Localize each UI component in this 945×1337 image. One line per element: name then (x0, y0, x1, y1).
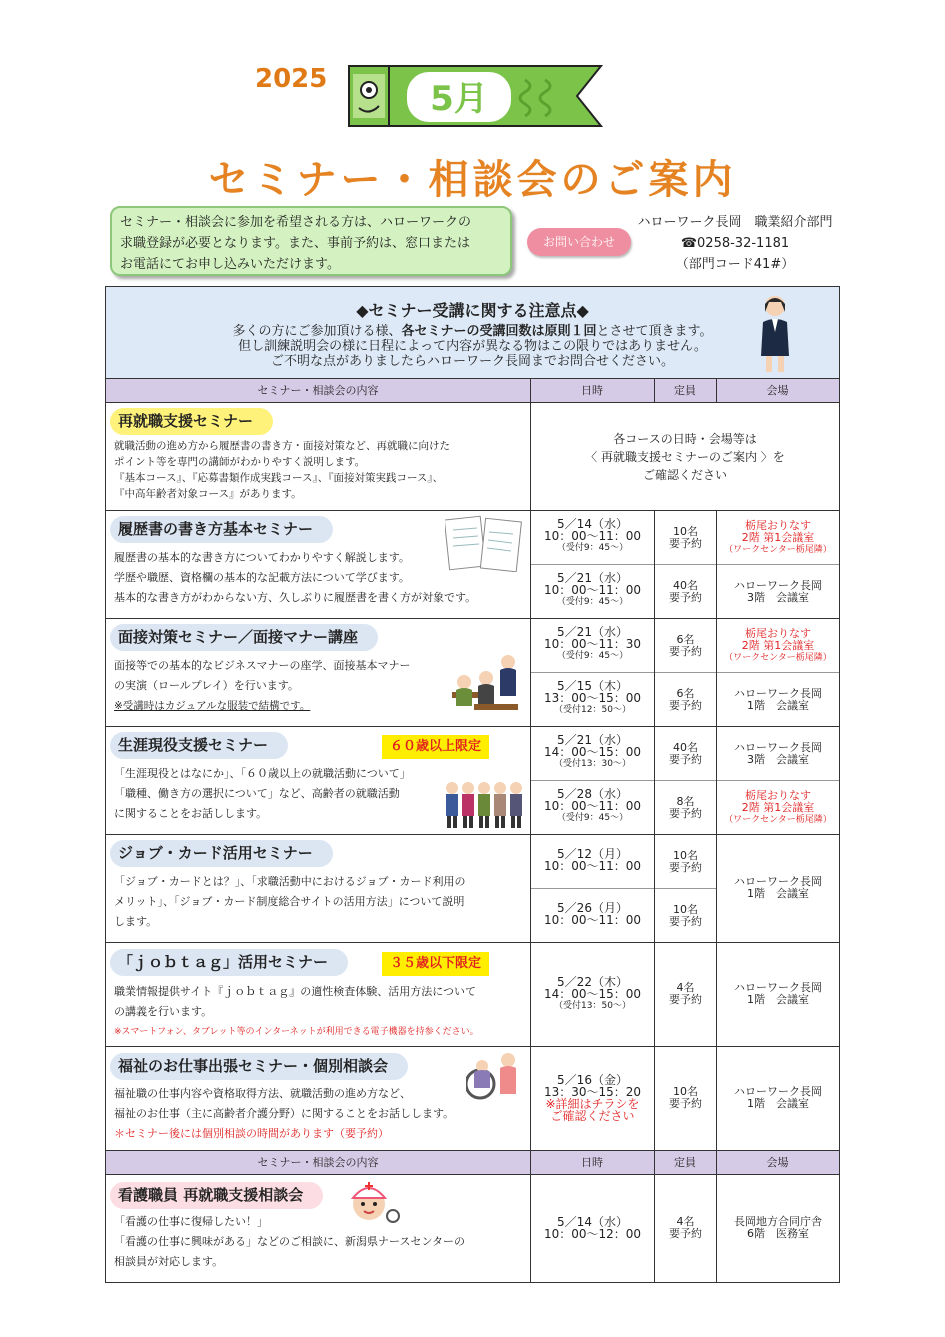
session-date (531, 1216, 654, 1240)
divider (106, 1150, 839, 1151)
venue: ハローワーク長岡 (734, 1085, 822, 1098)
capacity: 4名 (676, 1215, 695, 1228)
date: 5／15（木） (557, 679, 628, 693)
age-limit-badge: ３５歳以下限定 (382, 952, 489, 976)
koinobori-banner (345, 60, 615, 132)
desc-line: 「ジョブ・カードとは？」、「求職活動中におけるジョブ・カード利用の (114, 875, 466, 888)
contact-phone: ☎0258-32-1181 (680, 236, 790, 251)
session-venue (717, 982, 839, 1006)
session-venue (717, 1216, 839, 1240)
time: 10：00～11：30 (543, 637, 642, 651)
reservation: 要予約 (669, 645, 702, 658)
seminar-desc (114, 656, 524, 716)
time: 10：00～11：00 (543, 799, 642, 813)
desc-line: 「看護の仕事に興味がある」などのご相談に、新潟県ナースセンターの (114, 1235, 466, 1248)
month-label: 5月 (430, 79, 488, 119)
time: 13：00～15：00 (543, 691, 642, 705)
desc-line: 福祉職の仕事内容や資格取得方法、就職活動の進め方など、 (114, 1087, 411, 1100)
room: 2階 第1会議室 (741, 639, 815, 652)
staff-woman-icon (755, 292, 795, 374)
capacity: 8名 (676, 795, 695, 808)
seminar-desc (114, 438, 534, 502)
page-title: セミナー・相談会のご案内 (208, 157, 737, 203)
notice-line-2: 但し訓練説明会の様に日程によって内容が異なる物はこの限りではありません。 (238, 339, 707, 354)
intro-line: お電話にてお申し込みいただけます。 (120, 257, 340, 272)
session-capacity (655, 526, 716, 550)
desc-line: 『中高年齢者対象コース』があります。 (114, 488, 302, 500)
divider (106, 510, 839, 511)
divider (716, 378, 717, 403)
header-venue: 会場 (766, 384, 789, 397)
session-date (531, 1074, 654, 1122)
divider (654, 510, 655, 1150)
session-venue (717, 628, 839, 664)
desc-line: の講義を行います。 (114, 1005, 213, 1018)
capacity: 10名 (673, 525, 698, 538)
info-line: ご確認ください (642, 468, 727, 482)
time: 10：00～11：00 (543, 529, 642, 543)
room: 2階 第1会議室 (741, 801, 815, 814)
session-venue (717, 688, 839, 712)
reception: （受付9：45～） (556, 813, 629, 823)
desc-line: 職業情報提供サイト『ｊｏｂｔａｇ』の適性検査体験、活用方法について (114, 985, 477, 998)
reservation: 要予約 (669, 861, 702, 874)
venue: 栃尾おりなす (745, 789, 811, 802)
venue: ハローワーク長岡 (734, 579, 822, 592)
seminar-desc (114, 1084, 524, 1144)
venue: ハローワーク長岡 (734, 981, 822, 994)
divider (530, 780, 839, 781)
reservation: 要予約 (669, 591, 702, 604)
venue-note: （ワークセンター栃尾隣） (724, 653, 832, 663)
header-date: 日時 (581, 384, 603, 397)
reservation: 要予約 (669, 807, 702, 820)
desc-line: 学歴や職歴、資格欄の基本的な記載方法について学びます。 (114, 571, 410, 584)
room: 1階 会議室 (747, 887, 809, 900)
session-venue (717, 876, 839, 900)
capacity: 40名 (673, 579, 698, 592)
desc-line: 相談員が対応します。 (114, 1255, 224, 1268)
time: 10：00～12：00 (543, 1227, 642, 1241)
time: 13：30～15：20 (543, 1085, 642, 1099)
age-limit-badge: ６０歳以上限定 (382, 735, 489, 759)
reservation: 要予約 (669, 993, 702, 1006)
desc-line: 基本的な書き方がわからない方、久しぶりに履歴書を書く方が対象です。 (114, 591, 477, 604)
reservation: 要予約 (669, 915, 702, 928)
seminar-title: 面接対策セミナー／面接マナー講座 (110, 624, 378, 651)
reception: （受付13：50～） (554, 1001, 631, 1011)
desc-line: 履歴書の基本的な書き方についてわかりやすく解説します。 (114, 551, 410, 564)
date: 5／21（水） (557, 733, 628, 747)
date: 5／26（月） (557, 901, 628, 915)
divider (106, 726, 839, 727)
info-line: 各コースの日時・会場等は (613, 432, 757, 446)
reservation: 要予約 (669, 753, 702, 766)
year: 2025 (255, 64, 328, 94)
divider (106, 402, 839, 403)
header-capacity: 定員 (674, 1156, 696, 1169)
session-capacity (655, 742, 716, 766)
capacity: 10名 (673, 1085, 698, 1098)
date: 5／21（水） (557, 571, 628, 585)
capacity: 40名 (673, 741, 698, 754)
room: 2階 第1会議室 (741, 531, 815, 544)
session-venue (717, 790, 839, 826)
session-capacity (655, 1216, 716, 1240)
reception: （受付12：50～） (554, 705, 631, 715)
venue: 栃尾おりなす (745, 627, 811, 640)
desc-line: 福祉のお仕事（主に高齢者介護分野）に関することをお話しします。 (114, 1107, 455, 1120)
room: 1階 会議室 (747, 1097, 809, 1110)
reservation: 要予約 (669, 1227, 702, 1240)
room: 1階 会議室 (747, 699, 809, 712)
divider (106, 378, 839, 379)
session-date (531, 626, 654, 662)
capacity: 10名 (673, 903, 698, 916)
session-date (531, 734, 654, 770)
intro-line: 求職登録が必要となります。また、事前予約は、窓口または (120, 236, 470, 251)
session-date (531, 572, 654, 608)
date: 5／16（金） (557, 1073, 628, 1087)
divider (530, 888, 716, 889)
seminar-desc (114, 548, 524, 608)
session-date (531, 848, 654, 872)
divider (106, 834, 839, 835)
notice-line-3: ご不明な点がありましたらハローワーク長岡までお問合せください。 (270, 354, 674, 369)
notice-title: ◆セミナー受講に関する注意点◆ (356, 301, 589, 320)
notice-text: 多くの方にご参加頂ける様、 (232, 324, 402, 339)
session-date (531, 976, 654, 1012)
seminar-desc (114, 764, 524, 824)
date-note: ご確認ください (550, 1109, 635, 1123)
capacity: 6名 (676, 633, 695, 646)
divider (106, 1046, 839, 1047)
venue: ハローワーク長岡 (734, 875, 822, 888)
seminar-desc (114, 1212, 524, 1272)
room: 3階 会議室 (747, 591, 809, 604)
session-capacity (655, 634, 716, 658)
venue: ハローワーク長岡 (734, 687, 822, 700)
session-capacity (655, 982, 716, 1006)
seminar-info (531, 430, 839, 484)
session-capacity (655, 850, 716, 874)
time: 14：00～15：00 (543, 745, 642, 759)
desc-line: に関することをお話しします。 (114, 807, 268, 820)
divider (106, 942, 839, 943)
session-capacity (655, 1086, 716, 1110)
seminar-title: 看護職員 再就職支援相談会 (110, 1182, 323, 1209)
venue: 長岡地方合同庁舎 (734, 1215, 822, 1228)
session-date (531, 680, 654, 716)
session-date (531, 518, 654, 554)
contact-office: ハローワーク長岡 職業紹介部門 (637, 215, 833, 230)
room: 3階 会議室 (747, 753, 809, 766)
desc-note: ※スマートフォン、タブレット等のインターネットが利用できる電子機器を持参ください。 (114, 1027, 479, 1037)
time: 14：00～15：00 (543, 987, 642, 1001)
desc-line: メリット」、「ジョブ・カード制度総合サイトの活用方法」について説明 (114, 895, 465, 908)
seminar-title: 履歴書の書き方基本セミナー (110, 516, 333, 543)
date: 5／14（水） (557, 517, 628, 531)
session-date (531, 902, 654, 926)
contact-button[interactable]: お問い合わせ (527, 228, 631, 256)
divider (716, 510, 717, 1150)
seminar-title: ジョブ・カード活用セミナー (110, 840, 333, 867)
contact-code: （部門コード41#） (675, 257, 795, 272)
reservation: 要予約 (669, 699, 702, 712)
time: 10：00～11：00 (543, 913, 642, 927)
date-note: ※詳細はチラシを (545, 1097, 640, 1111)
divider (106, 1174, 839, 1175)
divider (106, 618, 839, 619)
header-venue: 会場 (766, 1156, 789, 1169)
time: 10：00～11：00 (543, 859, 642, 873)
divider (654, 378, 655, 403)
session-venue (717, 1086, 839, 1110)
header-date: 日時 (581, 1156, 603, 1169)
header-content: セミナー・相談会の内容 (257, 1156, 379, 1169)
room: 1階 会議室 (747, 993, 809, 1006)
reception: （受付13：30～） (554, 759, 631, 769)
notice-text: とさせて頂きます。 (596, 324, 713, 339)
seminar-title: 「ｊｏｂｔａｇ」活用セミナー (110, 949, 348, 976)
venue: ハローワーク長岡 (734, 741, 822, 754)
desc-line: 面接等での基本的なビジネスマナーの座学、面接基本マナー (114, 659, 411, 672)
session-date (531, 788, 654, 824)
reception: （受付9：45～） (556, 543, 629, 553)
session-capacity (655, 904, 716, 928)
intro-box (110, 206, 512, 276)
seminar-title: 福祉のお仕事出張セミナー・個別相談会 (110, 1053, 408, 1080)
desc-note: ＊セミナー後には個別相談の時間があります（要予約） (114, 1127, 389, 1140)
session-capacity (655, 580, 716, 604)
desc-line: 就職活動の進め方から履歴書の書き方・面接対策など、再就職に向けた (114, 440, 450, 452)
reception: （受付9：45～） (556, 651, 629, 661)
reservation: 要予約 (669, 1097, 702, 1110)
room: 6階 医務室 (747, 1227, 809, 1240)
desc-line: します。 (114, 915, 158, 928)
capacity: 4名 (676, 981, 695, 994)
time: 10：00～11：00 (543, 583, 642, 597)
divider (530, 672, 839, 673)
date: 5／22（木） (557, 975, 628, 989)
capacity: 6名 (676, 687, 695, 700)
reservation: 要予約 (669, 537, 702, 550)
date: 5／14（水） (557, 1215, 628, 1229)
header-content: セミナー・相談会の内容 (257, 384, 379, 397)
session-capacity (655, 796, 716, 820)
seminar-desc (114, 872, 524, 932)
seminar-desc (114, 982, 528, 1042)
venue: 栃尾おりなす (745, 519, 811, 532)
divider (530, 378, 531, 1282)
seminar-title: 再就職支援セミナー (110, 408, 273, 435)
desc-line: 「職種、働き方の選択について」など、高齢者の就職活動 (114, 787, 400, 800)
session-venue (717, 520, 839, 556)
seminar-title: 生涯現役支援セミナー (110, 732, 288, 759)
session-capacity (655, 688, 716, 712)
date: 5／28（水） (557, 787, 628, 801)
intro-line: セミナー・相談会に参加を希望される方は、ハローワークの (120, 215, 472, 230)
desc-line: の実演（ロールプレイ）を行います。 (114, 679, 299, 692)
desc-line: 『基本コース』、『応募書類作成実践コース』、『面接対策実践コース』、 (114, 472, 444, 484)
venue-note: （ワークセンター栃尾隣） (724, 545, 832, 555)
header-capacity: 定員 (674, 384, 696, 397)
desc-line: ポイント等を専門の講師がわかりやすく説明します。 (114, 456, 366, 468)
desc-line: 「生涯現役とはなにか」、「６０歳以上の就職活動について」 (114, 767, 411, 780)
info-line: 〈 再就職支援セミナーのご案内 〉を (585, 450, 785, 464)
contact-info (630, 212, 840, 275)
date: 5／21（水） (557, 625, 628, 639)
venue-note: （ワークセンター栃尾隣） (724, 815, 832, 825)
divider (530, 564, 839, 565)
desc-line: ※受講時はカジュアルな服装で結構です。 (114, 700, 311, 712)
date: 5／12（月） (557, 847, 628, 861)
desc-line: 「看護の仕事に復帰したい！」 (114, 1215, 268, 1228)
notice-bold: 各セミナーの受講回数は原則１回 (401, 324, 597, 339)
session-venue (717, 580, 839, 604)
capacity: 10名 (673, 849, 698, 862)
reception: （受付9：45～） (556, 597, 629, 607)
session-venue (717, 742, 839, 766)
